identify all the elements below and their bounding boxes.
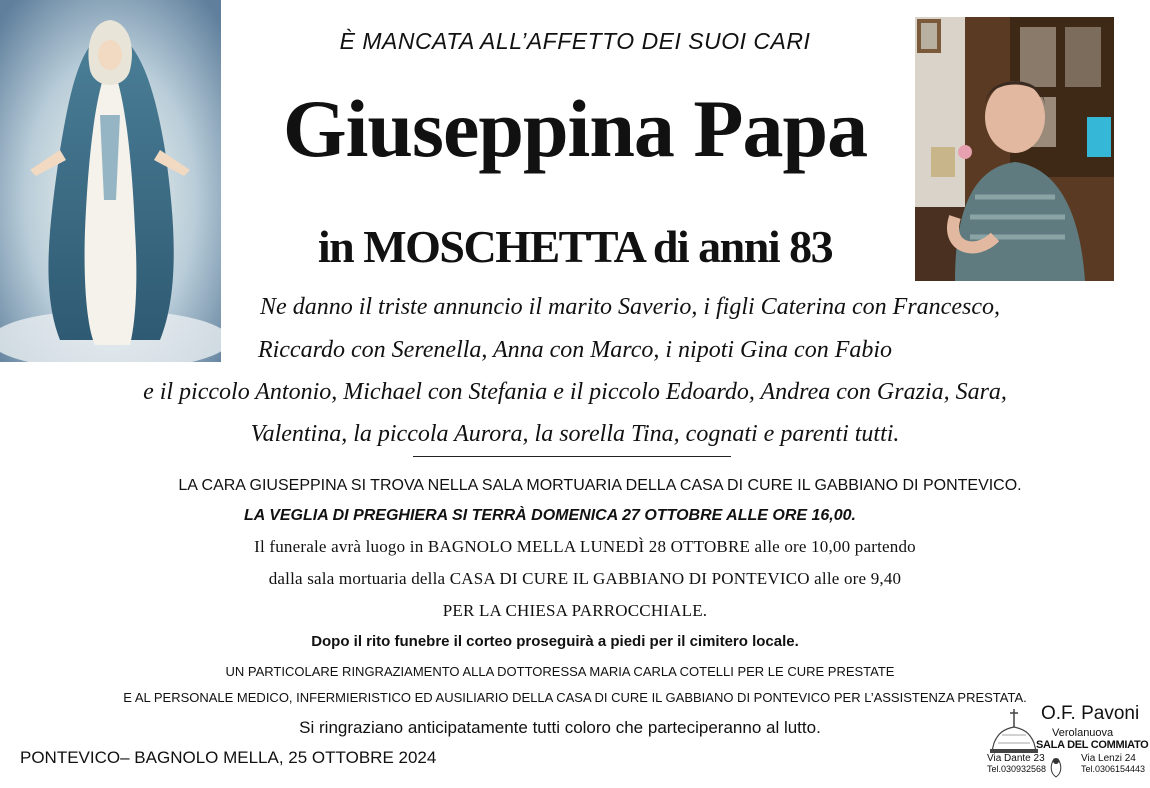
family-line-4: Valentina, la piccola Aurora, la sorella Tina, cognati e parenti tutti.	[250, 421, 900, 447]
deceased-name: Giuseppina Papa	[282, 83, 868, 174]
agency-address-2: Via Lenzi 24	[1081, 753, 1136, 764]
divider-line	[413, 456, 731, 457]
family-line-3: e il piccolo Antonio, Michael con Stefania e il piccolo Edoardo, Andrea con Grazia, Sara,	[143, 379, 1007, 405]
departure-text: dalla sala mortuaria della CASA DI CURE IL GABBIANO DI PONTEVICO alle ore 9,40	[268, 569, 902, 588]
viewing-location-text: LA CARA GIUSEPPINA SI TROVA NELLA SALA MORTUARIA DELLA CASA DI CURE IL GABBIANO DI PONTEVICO.	[178, 477, 1022, 494]
procession-text: Dopo il rito funebre il corteo proseguirà a piedi per il cimitero locale.	[311, 633, 799, 650]
church-text: PER LA CHIESA PARROCCHIALE.	[442, 601, 708, 620]
thanks-staff-text: E AL PERSONALE MEDICO, INFERMIERISTICO ED AUSILIARIO DELLA CASA DI CURE IL GABBIANO DI PONTEVICO PER L’ASSISTENZA PRESTATA.	[123, 690, 1027, 705]
thanks-doctor-text: UN PARTICOLARE RINGRAZIAMENTO ALLA DOTTORESSA MARIA CARLA COTELLI PER LE CURE PRESTATE	[225, 664, 895, 679]
family-line-1: Ne danno il triste annuncio il marito Saverio, i figli Caterina con Francesco,	[260, 294, 1000, 320]
agency-phone-1: Tel.030932568	[987, 764, 1047, 774]
place-date: PONTEVICO– BAGNOLO MELLA, 25 OTTOBRE 2024	[20, 748, 437, 767]
agency-name: O.F. Pavoni	[1041, 703, 1140, 724]
family-line-2: Riccardo con Serenella, Anna con Marco, i nipoti Gina con Fabio	[257, 337, 893, 363]
married-name-age: in MOSCHETTA di anni 83	[317, 221, 833, 272]
announcement-heading: È MANCATA ALL’AFFETTO DEI SUOI CARI	[339, 28, 811, 54]
agency-city: Verolanuova	[1052, 727, 1114, 739]
vigil-text: LA VEGLIA DI PREGHIERA SI TERRÀ DOMENICA 27 OTTOBRE ALLE ORE 16,00.	[244, 507, 856, 524]
thanks-attendees-text: Si ringraziano anticipatamente tutti coloro che parteciperanno al lutto.	[299, 718, 821, 737]
agency-hall: SALA DEL COMMIATO	[1036, 739, 1149, 751]
agency-phone-2: Tel.0306154443	[1081, 764, 1146, 774]
funeral-text: Il funerale avrà luogo in BAGNOLO MELLA LUNEDÌ 28 OTTOBRE alle ore 10,00 partendo	[254, 537, 916, 556]
agency-address-1: Via Dante 23	[987, 753, 1045, 764]
